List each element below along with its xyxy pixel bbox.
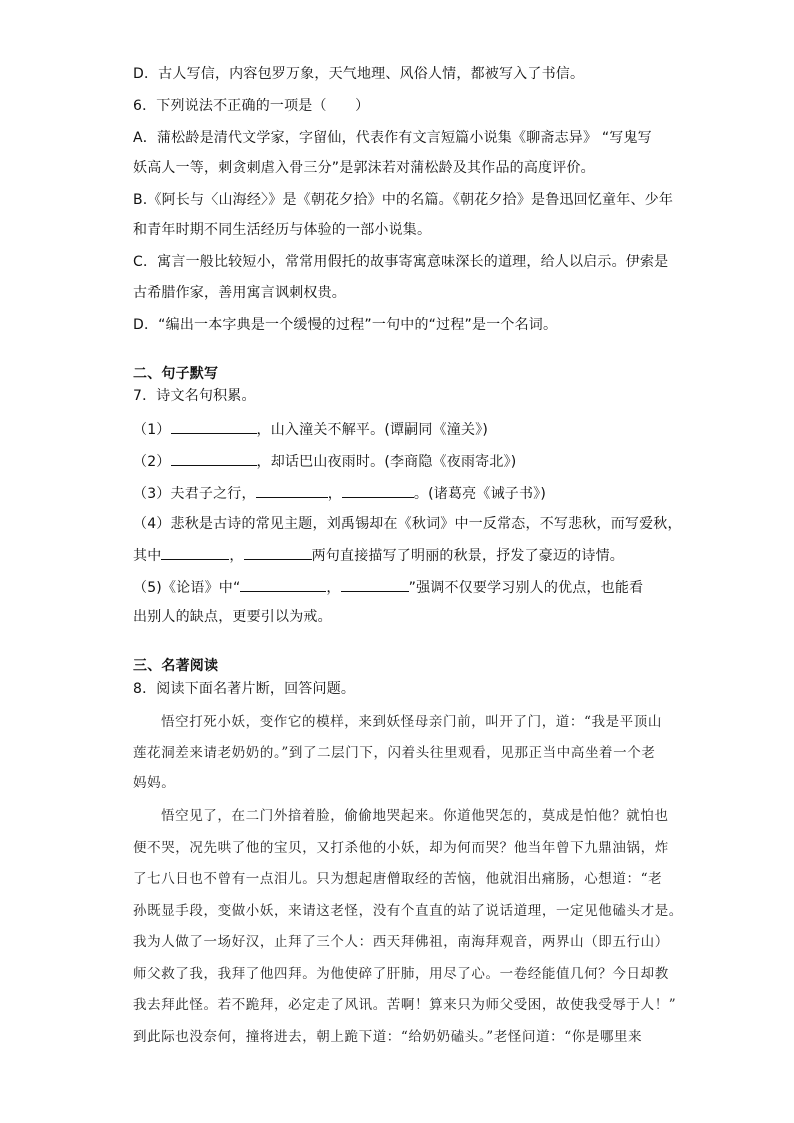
- item-number: （2）: [133, 454, 171, 470]
- q8-stem: 8．阅读下面名著片断，回答问题。: [133, 681, 356, 697]
- item-text: ”强调不仅要学习别人的优点，也能看: [408, 580, 644, 596]
- answer-blank[interactable]: [161, 545, 229, 560]
- passage-line: 师父救了我，我拜了他四拜。为他使碎了肝肺，用尽了心。一卷经能值几何？今日却教: [133, 966, 669, 982]
- q7-item-2: [133, 451, 516, 472]
- q7-item-5-line1: [133, 577, 643, 598]
- q6-option-b-line1: B.《阿长与〈山海经〉》是《朝花夕拾》中的名篇。《朝花夕拾》是鲁迅回忆童年、少年: [133, 192, 674, 208]
- q6-option-b-line2: 和青年时期不同生活经历与体验的一部小说集。: [133, 222, 432, 238]
- q7-item-4-line2: [133, 545, 624, 566]
- passage-line: 悟空打死小妖，变作它的模样，来到妖怪母亲门前，叫开了门，道：“我是平顶山: [161, 714, 663, 730]
- q5-option-d: D．古人写信，内容包罗万象，天气地理、风俗人情，都被写入了书信。: [133, 66, 585, 82]
- q7-item-1: [133, 419, 488, 440]
- item-text: 。(诸葛亮《诫子书》): [413, 486, 547, 502]
- item-text: 其中: [133, 548, 162, 564]
- q7-item-5-line2: 出别人的缺点，更要引以为戒。: [133, 609, 332, 625]
- q6-option-c-line1: C．寓言一般比较短小，常常用假托的故事寄寓意味深长的道理，给人以启示。伊索是: [133, 254, 669, 270]
- answer-blank[interactable]: [256, 483, 328, 498]
- item-text: ，山入潼关不解平。(谭嗣同《潼关》): [256, 422, 489, 438]
- passage-line: 到此际也没奈何，撞将进去，朝上跪下道：“给奶奶磕头。”老怪问道：“你是哪里来: [133, 1029, 643, 1045]
- answer-blank[interactable]: [240, 577, 326, 592]
- passage-line: 便不哭，况先哄了他的宝贝，又打杀他的小妖，却为何而哭？他当年曾下九鼎油锅，炸: [133, 840, 669, 856]
- q7-stem: 7．诗文名句积累。: [133, 388, 256, 404]
- item-separator: ，: [229, 548, 244, 564]
- section-heading-classics: 三、名著阅读: [133, 658, 219, 674]
- passage-line: 孙既显手段，变做小妖，来请这老怪，没有个直直的站了说话道理，一定见他磕头才是。: [133, 903, 683, 919]
- section-heading-recitation: 二、句子默写: [133, 366, 219, 382]
- item-text: （5)《论语》中“: [133, 580, 241, 596]
- q6-option-d: D．“编出一本字典是一个缓慢的过程”一句中的“过程”是一个名词。: [133, 317, 558, 333]
- item-text: （3）夫君子之行，: [133, 486, 256, 502]
- item-separator: ，: [326, 580, 341, 596]
- q6-option-c-line2: 古希腊作家，善用寓言讽刺权贵。: [133, 285, 346, 301]
- passage-line: 妈妈。: [133, 775, 176, 791]
- q6-option-a-line2: 妖高人一等，刺贪刺虐入骨三分”是郭沫若对蒲松龄及其作品的高度评价。: [133, 160, 595, 176]
- q7-item-3: [133, 483, 546, 504]
- passage-line: 悟空见了，在二门外揞着脸，偷偷地哭起来。你道他哭怎的，莫成是怕他？就怕也: [161, 808, 669, 824]
- answer-blank[interactable]: [171, 451, 257, 466]
- passage-line: 莲花洞差来请老奶奶的。”到了二层门下，闪着头往里观看，见那正当中高坐着一个老: [133, 745, 656, 761]
- item-separator: ，: [327, 486, 342, 502]
- passage-line: 我去拜此怪。若不跪拜，必定走了风讯。苦啊！算来只为师父受困，故使我受辱于人！”: [133, 997, 677, 1013]
- answer-blank[interactable]: [342, 483, 414, 498]
- answer-blank[interactable]: [244, 545, 312, 560]
- answer-blank[interactable]: [171, 419, 257, 434]
- item-text: ，却话巴山夜雨时。(李商隐《夜雨寄北》): [256, 454, 517, 470]
- q6-option-a-line1: A．蒲松龄是清代文学家，字留仙，代表作有文言短篇小说集《聊斋志异》 “写鬼写: [133, 130, 652, 146]
- q6-stem: 6．下列说法不正确的一项是（ ）: [133, 98, 370, 114]
- passage-line: 了七八日也不曾有一点泪儿。只为想起唐僧取经的苦恼，他就泪出痛肠，心想道：“老: [133, 871, 663, 887]
- answer-blank[interactable]: [341, 577, 409, 592]
- item-text: 两句直接描写了明丽的秋景，抒发了豪迈的诗情。: [311, 548, 625, 564]
- item-number: （1）: [133, 422, 171, 438]
- passage-line: 我为人做了一场好汉，止拜了三个人：西天拜佛祖，南海拜观音，两界山（即五行山）: [133, 934, 669, 950]
- q7-item-4-line1: （4）悲秋是古诗的常见主题，刘禹锡却在《秋词》中一反常态，不写悲秋，而写爱秋，: [133, 516, 682, 532]
